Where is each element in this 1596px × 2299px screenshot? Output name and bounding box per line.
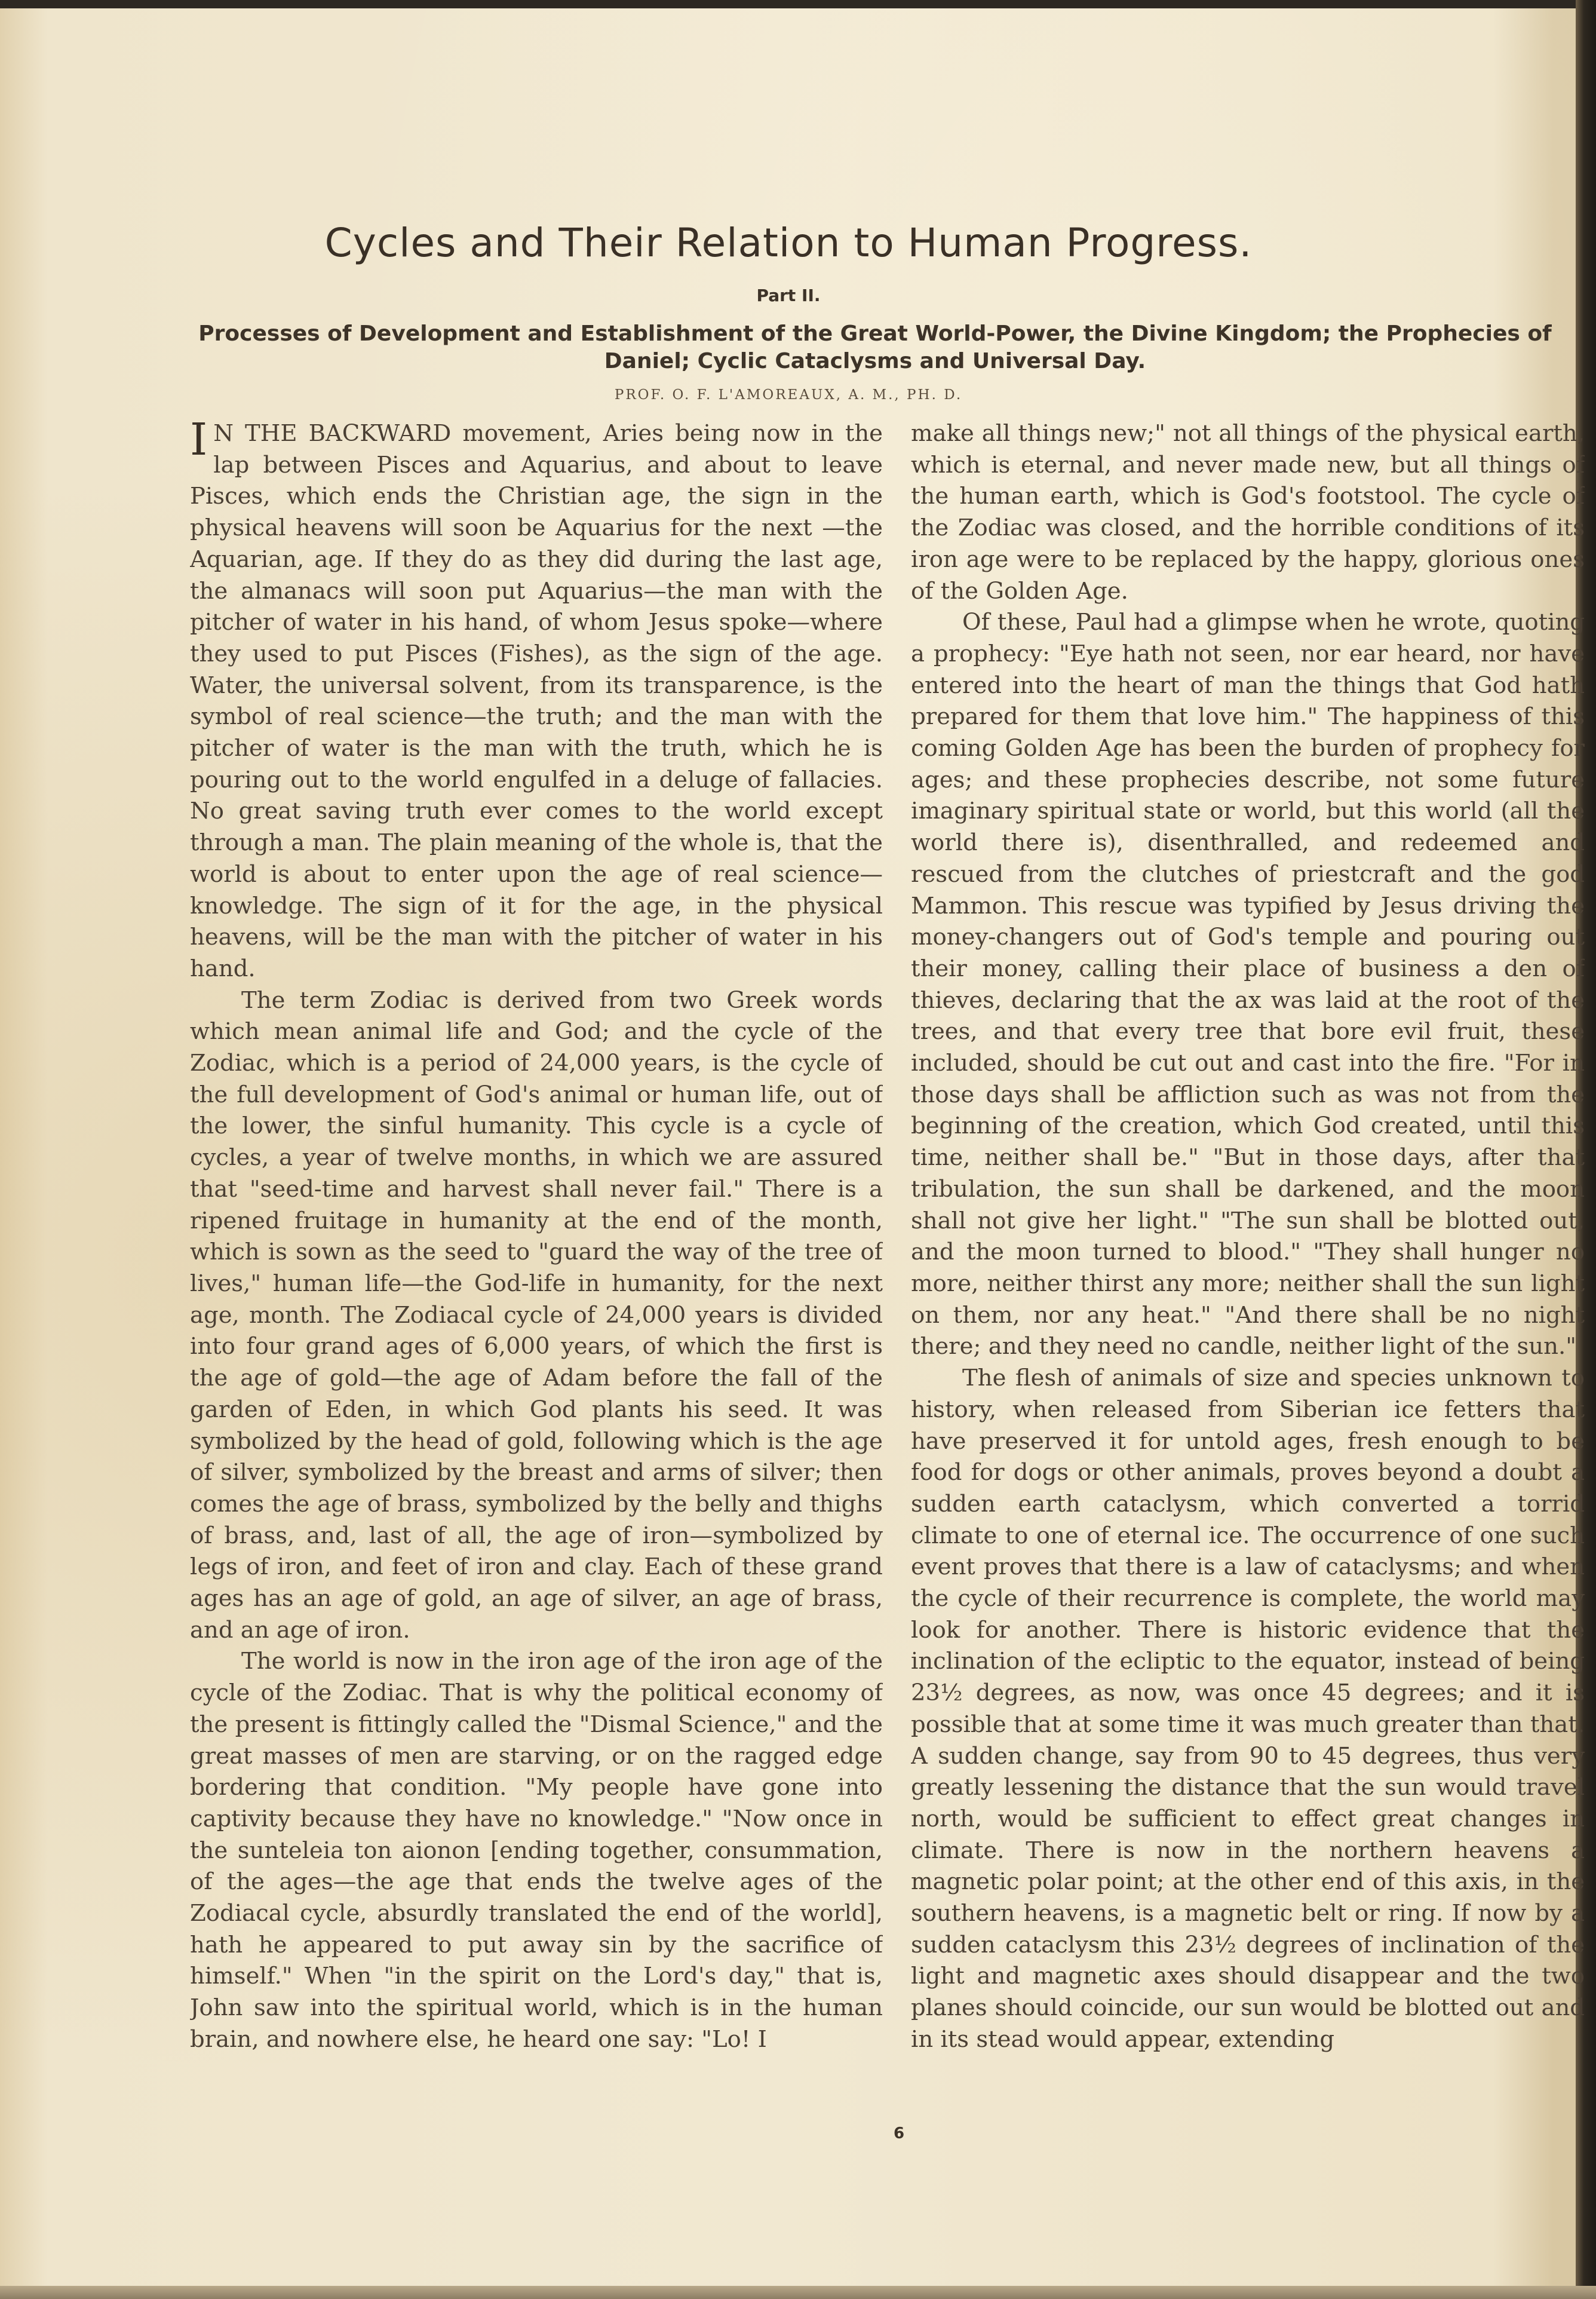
article-part: Part II. — [756, 286, 821, 305]
article-title: Cycles and Their Relation to Human Progress. — [324, 220, 1253, 266]
article-author: PROF. O. F. L'AMOREAUX, A. M., PH. D. — [614, 387, 963, 403]
page-bottom-edge — [0, 2286, 1596, 2299]
left-column — [190, 418, 883, 2139]
paragraph: The world is now in the iron age of the iron age of the cycle of the Zodiac. That is why the political economy of the present is fittingly called the "Dismal Science," and the great masses of men are starving, or on the ragged edge bordering that condition. "My people have gone into captivity because they have no knowledge." "Now once in the sunteleia ton aionon [ending together, consummation, of the ages—the age that ends the twelve ages of the Zodiacal cycle, absurdly translated the end of the world], hath he appeared to put away sin by the sacrifice of himself." When "in the spirit on the Lord's day," that is, John saw into the spiritual world, which is in the human brain, and nowhere else, he heard one say: "Lo! I — [190, 1648, 883, 2053]
paragraph: The term Zodiac is derived from two Greek words which mean animal life and God; and the cycle of the Zodiac, which is a period of 24,000 years, is the cycle of the full development of God's animal or human life, out of the lower, the sinful humanity. This cycle is a cycle of cycles, a year of twelve months, in which we are assured that "seed-time and harvest shall never fail." There is a ripened fruitage in humanity at the end of the month, which is sown as the seed to "guard the way of the tree of lives," human life—the God-life in humanity, for the next age, month. The Zodiacal cycle of 24,000 years is divided into four grand ages of 6,000 years, of which the first is the age of gold—the age of Adam before the fall of the garden of Eden, in which God plants his seed. It was symbolized by the head of gold, following which is the age of silver, symbolized by the breast and arms of silver; then comes the age of brass, symbolized by the belly and thighs of brass, and, last of all, the age of iron—symbolized by legs of iron, and feet of iron and clay. Each of these grand ages has an age of gold, an age of silver, an age of brass, and an age of iron. — [190, 986, 883, 1644]
paragraph — [190, 418, 883, 985]
paragraph: make all things new;" not all things of the physical earth, which is eternal, and never made new, but all things of the human earth, which is God's footstool. The cycle of the Zodiac was closed, and the horrible conditions of its iron age were to be replaced by the happy, glorious ones of the Golden Age. — [911, 420, 1585, 605]
paragraph: The flesh of animals of size and species unknown to history, when released from Siberian ice fetters that have preserved it for untold ages, fresh enough to be food for dogs or other animals, proves beyond a doubt a sudden earth cataclysm, which converted a torrid climate to one of eternal ice. The occurrence of one such event proves that there is a law of cataclysms; and when the cycle of their recurrence is complete, the world may look for another. There is historic evidence that the inclination of the ecliptic to the equator, instead of being 23½ degrees, as now, was once 45 degrees; and it is possible that at some time it was much greater than that. A sudden change, say from 90 to 45 degrees, thus very greatly lessening the distance that the sun would travel north, would be sufficient to effect great changes in climate. There is now in the northern heavens a magnetic polar point; at the other end of this axis, in the southern heavens, is a magnetic belt or ring. If now by a sudden cataclysm this 23½ degrees of inclination of the light and magnetic axes should disappear and the two planes should coincide, our sun would be blotted out and in its stead would appear, extending — [911, 1365, 1585, 2053]
paragraph: Of these, Paul had a glimpse when he wrote, quoting a prophecy: "Eye hath not seen, nor ear heard, nor have entered into the heart of man the things that God hath prepared for them that love him." The happiness of this coming Golden Age has been the burden of prophecy for ages; and these prophecies describe, not some future imaginary spiritual state or world, but this world (all the world there is), disenthralled, and redeemed and rescued from the clutches of priestcraft and the god Mammon. This rescue was typified by Jesus driving the money-changers out of God's temple and pouring out their money, calling their place of business a den of thieves, declaring that the ax was laid at the root of the trees, and that every tree that bore evil fruit, these included, should be cut out and cast into the fire. "For in those days shall be affliction such as was not from the beginning of the creation, which God created, until this time, neither shall be." "But in those days, after that tribulation, the sun shall be darkened, and the moon shall not give her light." "The sun shall be blotted out, and the moon turned to blood." "They shall hunger no more, neither thirst any more; neither shall the sun light on them, nor any heat." "And there shall be no night there; and they need no candle, neither light of the sun." — [911, 609, 1585, 1360]
page-top-edge — [0, 0, 1596, 8]
right-column — [911, 418, 1585, 2139]
drop-cap: I — [190, 418, 208, 465]
article-subtitle: Processes of Development and Establishment of the Great World-Power, the Divine Kingdom; the Prophecies of Daniel; Cyclic Cataclysms and Universal Day. — [198, 321, 1552, 373]
paragraph-text: N THE BACKWARD movement, Aries being now in the lap between Pisces and Aquarius, and about to leave Pisces, which ends the Christian age, the sign in the physical heavens will soon be Aquarius for the next —the Aquarian, age. If they do as they did during the last age, the almanacs will soon put Aquarius—the man with the pitcher of water in his hand, of whom Jesus spoke—where they used to put Pisces (Fishes), as the sign of the age. Water, the universal solvent, from its transparence, is the symbol of real science—the truth; and the man with the pitcher of water is the man with the truth, which he is pouring out to the world engulfed in a deluge of fallacies. No great saving truth ever comes to the world except through a man. The plain meaning of the whole is, that the world is about to enter upon the age of real science—knowledge. The sign of it for the age, in the physical heavens, will be the man with the pitcher of water in his hand. — [190, 420, 883, 982]
page-number: 6 — [893, 2125, 905, 2142]
